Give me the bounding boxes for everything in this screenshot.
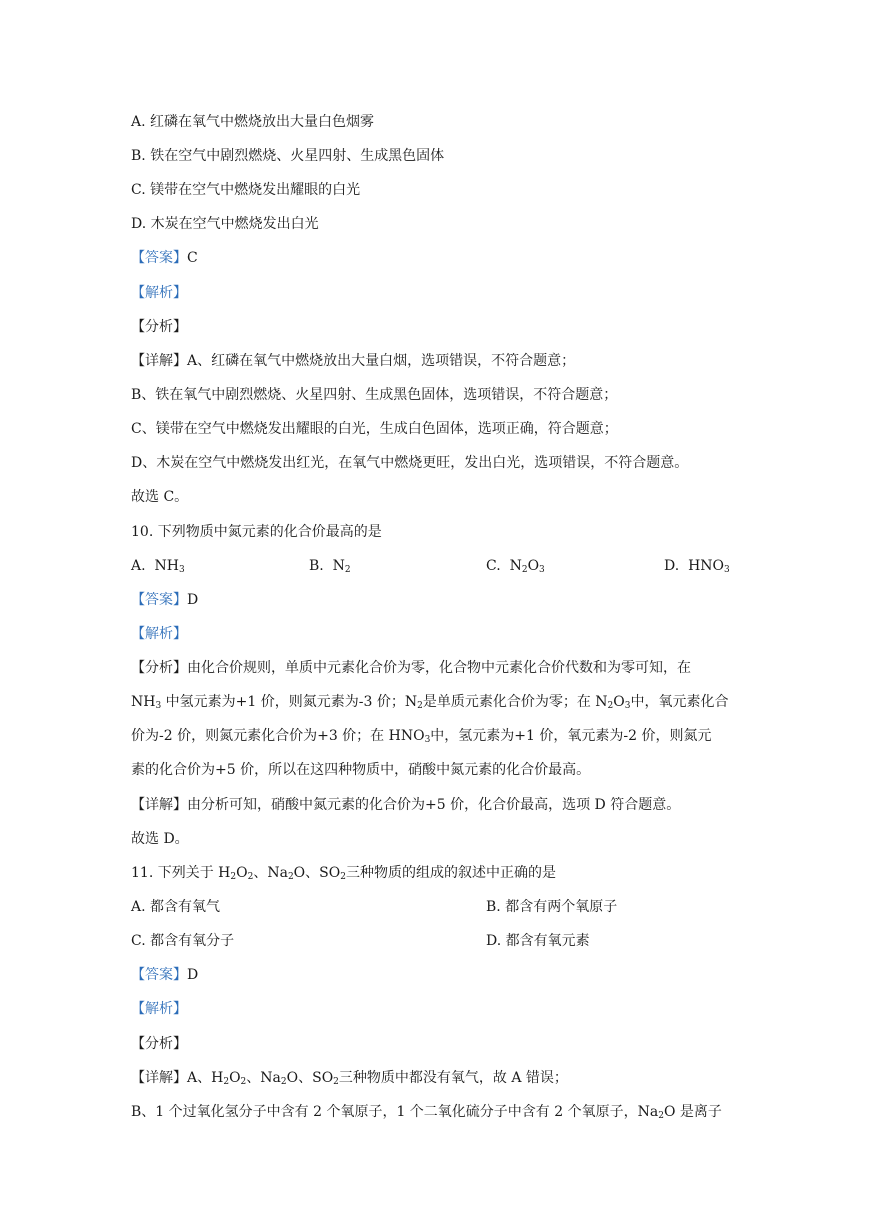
q10-fenxi-1 xyxy=(131,658,691,678)
text: 中氢元素为+1 价，则氮元素为-3 价；N xyxy=(161,694,418,710)
subscript: 2 xyxy=(521,565,528,575)
fenxi-tag: 【分析】 xyxy=(131,660,187,676)
q10-stem: 10. 下列物质中氮元素的化合价最高的是 xyxy=(131,524,382,540)
option-label: B. xyxy=(309,558,324,574)
q11-option-d: D. 都含有氧元素 xyxy=(486,933,590,949)
text: 中，氢元素为+1 价，氧元素为-2 价，则氮元 xyxy=(430,728,712,744)
q10-analysis-tag: 【解析】 xyxy=(131,626,187,642)
q10-option-a xyxy=(131,556,185,576)
subscript: 2 xyxy=(287,872,294,882)
q9-analysis-tag: 【解析】 xyxy=(131,285,187,301)
q11-fenxi-tag: 【分析】 xyxy=(131,1036,187,1052)
q9-option-b: B. 铁在空气中剧烈燃烧、火星四射、生成黑色固体 xyxy=(131,148,445,164)
option-label: D. xyxy=(664,558,680,574)
text: A、H xyxy=(187,1070,224,1086)
subscript: 3 xyxy=(624,701,631,711)
q10-fenxi-2 xyxy=(131,692,728,712)
q11-option-a: A. 都含有氧气 xyxy=(131,899,221,915)
text: O xyxy=(236,865,248,881)
text: 价为-2 价，则氮元素化合价为+3 价；在 HNO xyxy=(131,728,425,744)
subscript: 2 xyxy=(340,872,346,882)
formula: N xyxy=(509,558,522,574)
q9-option-d: D. 木炭在空气中燃烧发出白光 xyxy=(131,216,319,232)
q11-detail-a xyxy=(131,1068,568,1088)
text: 、Na xyxy=(253,865,288,881)
subscript: 3 xyxy=(724,565,730,575)
subscript: 2 xyxy=(658,1111,664,1121)
q10-answer xyxy=(131,590,198,610)
detail-tag: 【详解】 xyxy=(131,1070,187,1086)
formula: NH xyxy=(154,558,179,574)
option-label: C. xyxy=(486,558,501,574)
text: O、SO xyxy=(293,865,341,881)
q10-option-b xyxy=(309,556,351,576)
q10-fenxi-4: 素的化合价为+5 价，所以在这四种物质中，硝酸中氮元素的化合价最高。 xyxy=(131,762,591,778)
formula: HNO xyxy=(688,558,725,574)
subscript: 3 xyxy=(539,565,545,575)
q11-analysis-tag: 【解析】 xyxy=(131,1001,187,1017)
subscript: 3 xyxy=(424,735,431,745)
q9-fenxi-tag: 【分析】 xyxy=(131,319,187,335)
answer-value: C xyxy=(187,250,198,266)
text: B、1 个过氧化氢分子中含有 2 个氧原子，1 个二氧化硫分子中含有 2 个氧原子，Na xyxy=(131,1104,659,1120)
subscript: 2 xyxy=(223,1077,230,1087)
text: O 是离子 xyxy=(663,1104,722,1120)
subscript: 2 xyxy=(247,872,254,882)
subscript: 2 xyxy=(240,1077,247,1087)
subscript: 2 xyxy=(417,701,423,711)
subscript: 2 xyxy=(280,1077,287,1087)
text: 是单质元素化合价为零；在 N xyxy=(422,694,608,710)
q9-detail-c: C、镁带在空气中燃烧发出耀眼的白光，生成白色固体，选项正确，符合题意； xyxy=(131,421,618,437)
q11-detail-b xyxy=(131,1102,722,1122)
detail-tag: 【详解】 xyxy=(131,797,187,813)
q9-option-c: C. 镁带在空气中燃烧发出耀眼的白光 xyxy=(131,182,361,198)
text: 中，氧元素化合 xyxy=(630,694,729,710)
subscript: 2 xyxy=(344,565,351,575)
option-label: A. xyxy=(131,558,146,574)
text: O xyxy=(613,694,625,710)
fenxi-text: 由化合价规则，单质中元素化合价为零，化合物中元素化合价代数和为零可知，在 xyxy=(187,660,691,676)
q9-detail-d: D、木炭在空气中燃烧发出红光，在氧气中燃烧更旺，发出白光，选项错误，不符合题意。 xyxy=(131,455,689,471)
q9-answer xyxy=(131,248,198,268)
subscript: 2 xyxy=(607,701,614,711)
q11-answer xyxy=(131,965,198,985)
q9-detail-a xyxy=(131,351,575,371)
subscript: 3 xyxy=(155,701,162,711)
text: 三种物质的组成的叙述中正确的是 xyxy=(345,865,556,881)
text: O、SO xyxy=(286,1070,334,1086)
answer-tag: 【答案】 xyxy=(131,967,187,983)
q10-option-c xyxy=(486,556,545,576)
answer-tag: 【答案】 xyxy=(131,592,187,608)
detail-text: 由分析可知，硝酸中氮元素的化合价为+5 价，化合价最高，选项 D 符合题意。 xyxy=(187,797,681,813)
q11-option-c: C. 都含有氧分子 xyxy=(131,933,235,949)
q9-detail-b: B、铁在氧气中剧烈燃烧、火星四射、生成黑色固体，选项错误，不符合题意； xyxy=(131,387,618,403)
subscript: 3 xyxy=(178,565,185,575)
text: 三种物质中都没有氧气，故 A 错误； xyxy=(338,1070,568,1086)
formula: N xyxy=(332,558,345,574)
text: O xyxy=(229,1070,241,1086)
q11-stem xyxy=(131,863,556,883)
answer-value: D xyxy=(187,967,199,983)
q9-conclusion: 故选 C。 xyxy=(131,489,189,505)
text: 11. 下列关于 H xyxy=(131,865,231,881)
q10-conclusion: 故选 D。 xyxy=(131,831,189,847)
formula: O xyxy=(527,558,540,574)
q10-fenxi-3 xyxy=(131,726,711,746)
q10-option-d xyxy=(664,556,730,576)
q9-option-a: A. 红磷在氧气中燃烧放出大量白色烟雾 xyxy=(131,114,375,130)
q10-detail xyxy=(131,795,680,815)
subscript: 2 xyxy=(230,872,237,882)
detail-text: A、红磷在氧气中燃烧放出大量白烟，选项错误，不符合题意； xyxy=(187,353,576,369)
text: NH xyxy=(131,694,156,710)
detail-tag: 【详解】 xyxy=(131,353,187,369)
text: 、Na xyxy=(246,1070,281,1086)
q11-option-b: B. 都含有两个氧原子 xyxy=(486,899,618,915)
answer-value: D xyxy=(187,592,199,608)
answer-tag: 【答案】 xyxy=(131,250,187,266)
subscript: 2 xyxy=(333,1077,339,1087)
